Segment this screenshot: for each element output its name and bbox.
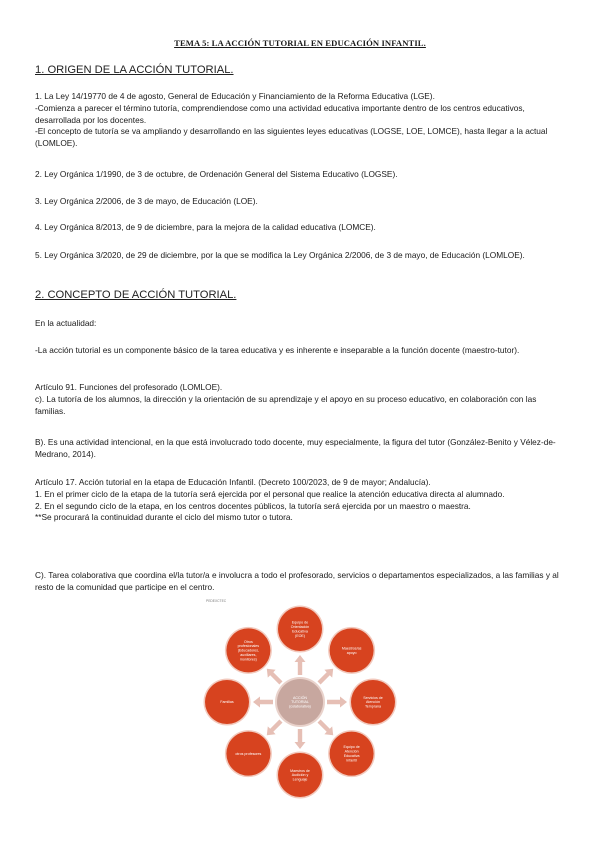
diagram-node bbox=[328, 730, 375, 777]
diagram-arrow bbox=[327, 697, 347, 708]
section-1-paragraph-4: 4. Ley Orgánica 8/2013, de 9 de diciembre, para la mejora de la calidad educativa (LOMCE). bbox=[35, 222, 376, 232]
diagram-node-text-line: Temprana bbox=[365, 704, 381, 709]
diagram-arrow bbox=[253, 697, 273, 708]
section-2-paragraph-4: B). Es una actividad intencional, en la que está involucrado todo docente, muy especialmente, la figura del tutor (González-Benito y Vélez-de-Medrano, 2014). bbox=[35, 437, 556, 459]
diagram-node-text-line: Infantil bbox=[346, 758, 357, 763]
section-2-paragraph-5: Artículo 17. Acción tutorial en la etapa de Educación Infantil. (Decreto 100/2023, de 9 de mayor; Andalucía). 1. En el primer ciclo de la etapa de la tutoría será ejercida por el personal que realice la atención educativa directa al alumnado. 2. En el segundo ciclo de la etapa, en los centros docentes públicos, la tutoría será ejercida por un maestro o maestra. **Se procurará la continuidad durante el ciclo del mismo tutor o tutora. bbox=[35, 477, 505, 523]
section-1-heading: 1. ORIGEN DE LA ACCIÓN TUTORIAL. bbox=[35, 64, 234, 76]
diagram-node-text-line: (Educadores, bbox=[237, 648, 260, 653]
diagram-node-text-line: auxiliares, bbox=[240, 652, 257, 657]
page-title: TEMA 5: LA ACCIÓN TUTORIAL EN EDUCACIÓN INFANTIL. bbox=[174, 38, 426, 48]
diagram-node-text-line: Maestros/as bbox=[341, 646, 362, 651]
diagram-arrow bbox=[267, 720, 283, 736]
diagram-node-text-line: monitores) bbox=[239, 657, 257, 662]
diagram-node-text-line: Orientación bbox=[290, 625, 310, 629]
diagram-node bbox=[225, 627, 272, 674]
diagram-center-text-line: ACCIÓN bbox=[293, 695, 307, 700]
cycle-diagram-svg bbox=[0, 596, 600, 848]
diagram-node bbox=[277, 752, 324, 799]
diagram-node-text-line: Educativa bbox=[343, 754, 360, 759]
diagram-arrow bbox=[318, 720, 334, 736]
section-1-paragraph-3: 3. Ley Orgánica 2/2006, de 3 de mayo, de Educación (LOE). bbox=[35, 196, 258, 206]
diagram-node-text-line: Educativa bbox=[292, 629, 308, 634]
diagram-node-text-line: Maestros de bbox=[290, 768, 310, 773]
diagram-arrow bbox=[318, 669, 334, 685]
diagram-node bbox=[350, 679, 397, 726]
section-1-paragraph-1: 1. La Ley 14/19770 de 4 de agosto, General de Educación y Financiamiento de la Reforma Educativa (LGE). -Comienza a parecer el término tutoría, comprendiendose como una actividad educativa importante dentro de los centros educativos, desarrollada por los docentes. -El concepto de tutoría se va ampliando y desarrollando en las siguientes leyes educativas (LOGSE, LOE, LOMCE), hasta llegar a la actual (LOMLOE). bbox=[35, 91, 548, 149]
diagram-small-label: PEDEXCTEC bbox=[206, 599, 227, 603]
section-1-paragraph-5: 5. Ley Orgánica 3/2020, de 29 de diciembre, por la que se modifica la Ley Orgánica 2/2006, de 3 de mayo, de Educación (LOMLOE). bbox=[35, 250, 525, 260]
diagram-node-text-line: Servicios de bbox=[363, 695, 383, 700]
diagram-node-text-line: apoyo bbox=[346, 650, 357, 655]
diagram-node-text-line: (EOE) bbox=[295, 633, 305, 638]
diagram-node-text-line: Audición y bbox=[291, 773, 309, 778]
diagram-node bbox=[277, 606, 324, 653]
diagram-arrow bbox=[267, 669, 283, 685]
diagram-node-text-line: Familias bbox=[220, 700, 234, 705]
section-1-paragraph-2: 2. Ley Orgánica 1/1990, de 3 de octubre, de Ordenación General del Sistema Educativo (LOGSE). bbox=[35, 169, 398, 179]
section-2-paragraph-2: -La acción tutorial es un componente básico de la tarea educativa y es inherente e inseparable a la función docente (maestro-tutor). bbox=[35, 345, 520, 355]
diagram-arrow bbox=[295, 729, 306, 749]
section-2-paragraph-3: Artículo 91. Funciones del profesorado (LOMLOE). c). La tutoría de los alumnos, la dirección y la orientación de su aprendizaje y el apoyo en su proceso educativo, en colaboración con las familias. bbox=[35, 382, 537, 416]
diagram-arrow bbox=[295, 655, 306, 675]
diagram-node-text-line: Equipo de bbox=[291, 620, 309, 625]
section-2-heading: 2. CONCEPTO DE ACCIÓN TUTORIAL. bbox=[35, 289, 237, 301]
diagram-node-text-line: Lenguaje bbox=[292, 777, 308, 782]
diagram-center bbox=[275, 677, 325, 727]
diagram-node bbox=[204, 679, 251, 726]
diagram-node-text-line: Atención bbox=[344, 749, 359, 754]
section-2-paragraph-6: C). Tarea colaborativa que coordina el/la tutor/a e involucra a todo el profesorado, servicios o departamentos especializados, a las familias y al resto de la comunidad que participe en el centro. bbox=[35, 570, 559, 592]
diagram-node bbox=[225, 730, 272, 777]
diagram-node-text-line: Otros bbox=[243, 639, 253, 644]
diagram-node-text-line: Atención bbox=[366, 700, 380, 705]
diagram-node-text-line: profesionales bbox=[237, 644, 260, 649]
section-2-paragraph-1: En la actualidad: bbox=[35, 318, 97, 328]
diagram-node bbox=[328, 627, 375, 674]
diagram-node-text-line: Equipo de bbox=[343, 745, 360, 750]
cycle-diagram bbox=[0, 596, 600, 848]
diagram-center-text-line: (colaborativa) bbox=[289, 704, 311, 709]
diagram-center-text-line: TUTORIAL bbox=[291, 700, 309, 705]
diagram-node-text-line: otros profesores bbox=[235, 751, 262, 756]
